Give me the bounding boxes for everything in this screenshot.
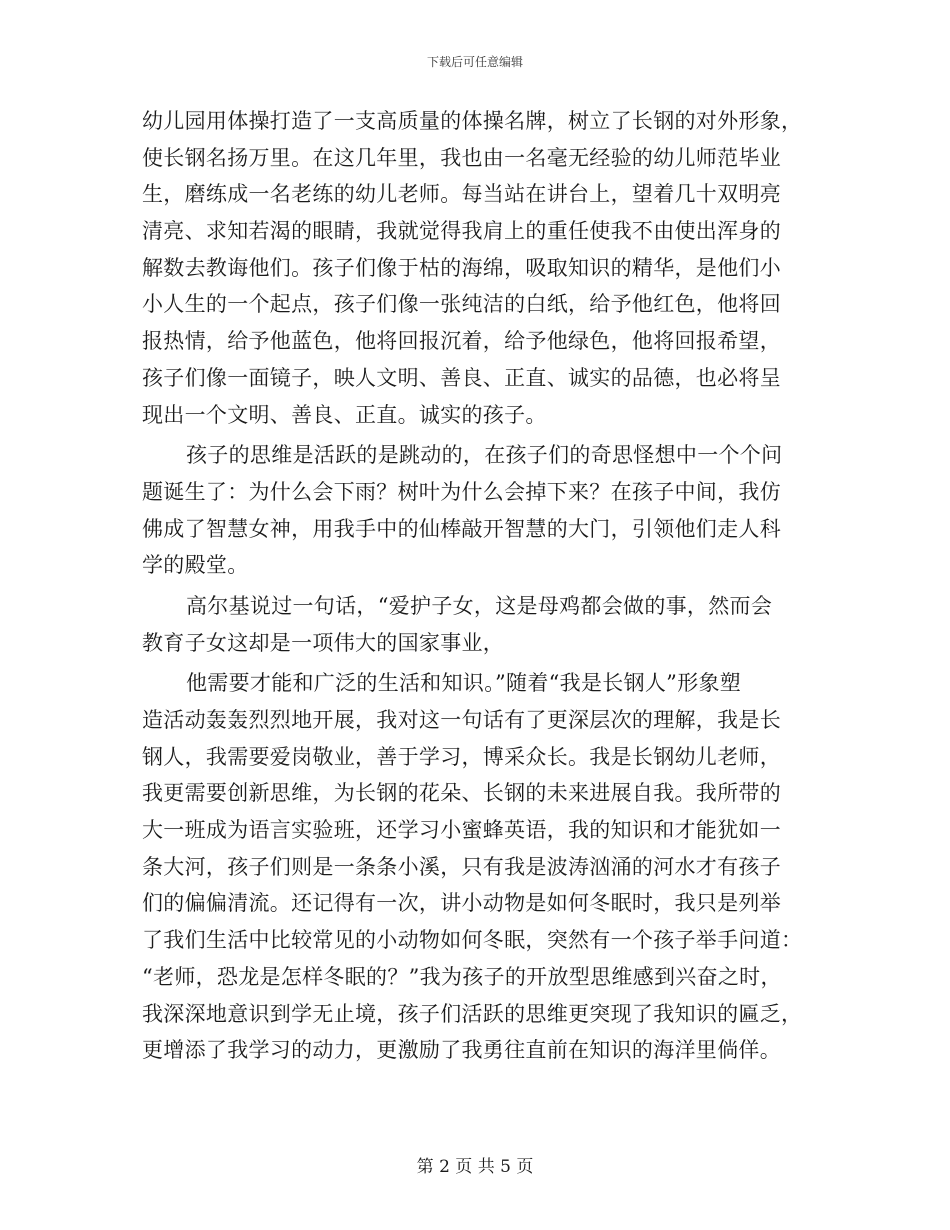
text-line: 他需要才能和广泛的生活和知识。”随着“我是长钢人”形象塑 [186, 671, 742, 696]
text-line: 我深深地意识到学无止境，孩子们活跃的思维更突现了我知识的匾乏， [142, 1001, 803, 1026]
text-line: 解数去教诲他们。孩子们像于枯的海绵，吸取知识的精华，是他们小 [142, 255, 781, 280]
document-body [142, 103, 812, 1073]
text-line: 报热情，给予他蓝色，他将回报沉着，给予他绿色，他将回报希望， [142, 329, 781, 354]
text-line: 我更需要创新思维，为长钢的花朵、长钢的未来进展自我。我所带的 [142, 781, 781, 806]
text-line: 清亮、求知若渴的眼睛，我就觉得我肩上的重任使我不由使出浑身的 [142, 219, 781, 244]
page-number-footer: 第 2 页 共 5 页 [416, 1157, 534, 1177]
text-line: 佛成了智慧女神，用我手中的仙棒敲开智慧的大门，引领他们走人科 [142, 516, 781, 541]
paragraph [142, 588, 812, 661]
text-line: 大一班成为语言实验班，还学习小蜜蜂英语，我的知识和才能犹如一 [142, 818, 781, 843]
text-line: 了我们生活中比较常见的小动物如何冬眠，突然有一个孩子举手问道： [142, 928, 803, 953]
text-line: 造活动轰轰烈烈地开展，我对这一句话有了更深层次的理解，我是长 [142, 708, 781, 732]
text-line: 小人生的一个起点，孩子们像一张纯洁的白纸，给予他红色，他将回 [142, 292, 781, 317]
text-line: 高尔基说过一句话，“爱护子女，这是母鸡都会做的事，然而会 [186, 593, 773, 618]
text-line: 们的偏偏清流。还记得有一次，讲小动物是如何冬眠时，我只是列举 [142, 891, 781, 916]
text-line: 条大河，孩子们则是一条条小溪，只有我是波涛汹涌的河水才有孩子 [142, 854, 781, 879]
text-line: 生，磨练成一名老练的幼儿老师。每当站在讲台上，望着几十双明亮 [142, 182, 781, 207]
text-line: 现出一个文明、善良、正直。诚实的孩子。 [142, 402, 547, 427]
text-line: 幼儿园用体操打造了一支高质量的体操名牌，树立了长钢的对外形象， [142, 109, 803, 133]
page-header: 下载后可任意编辑 [426, 55, 523, 69]
text-line: 更增添了我学习的动力，更激励了我勇往直前在知识的海洋里倘佯。 [142, 1038, 781, 1063]
text-line: 题诞生了：为什么会下雨？树叶为什么会掉下来？在孩子中间，我仿 [142, 479, 781, 504]
text-line: 教育子女这却是一项伟大的国家事业， [142, 630, 505, 655]
text-line: “老师，恐龙是怎样冬眠的？”我为孩子的开放型思维感到兴奋之时， [142, 964, 782, 989]
text-line: 使长钢名扬万里。在这几年里，我也由一名毫无经验的幼儿师范毕业 [142, 145, 781, 170]
text-line: 学的殿堂。 [142, 553, 249, 578]
text-line: 孩子们像一面镜子，映人文明、善良、正直、诚实的品德，也必将呈 [142, 365, 781, 390]
paragraph [142, 437, 812, 584]
text-line: 钢人，我需要爱岗敬业，善于学习，博采众长。我是长钢幼儿老师， [142, 744, 781, 769]
paragraph [142, 103, 812, 433]
text-line: 孩子的思维是活跃的是跳动的，在孩子们的奇思怪想中一个个问 [186, 443, 783, 468]
paragraph [142, 665, 812, 1069]
